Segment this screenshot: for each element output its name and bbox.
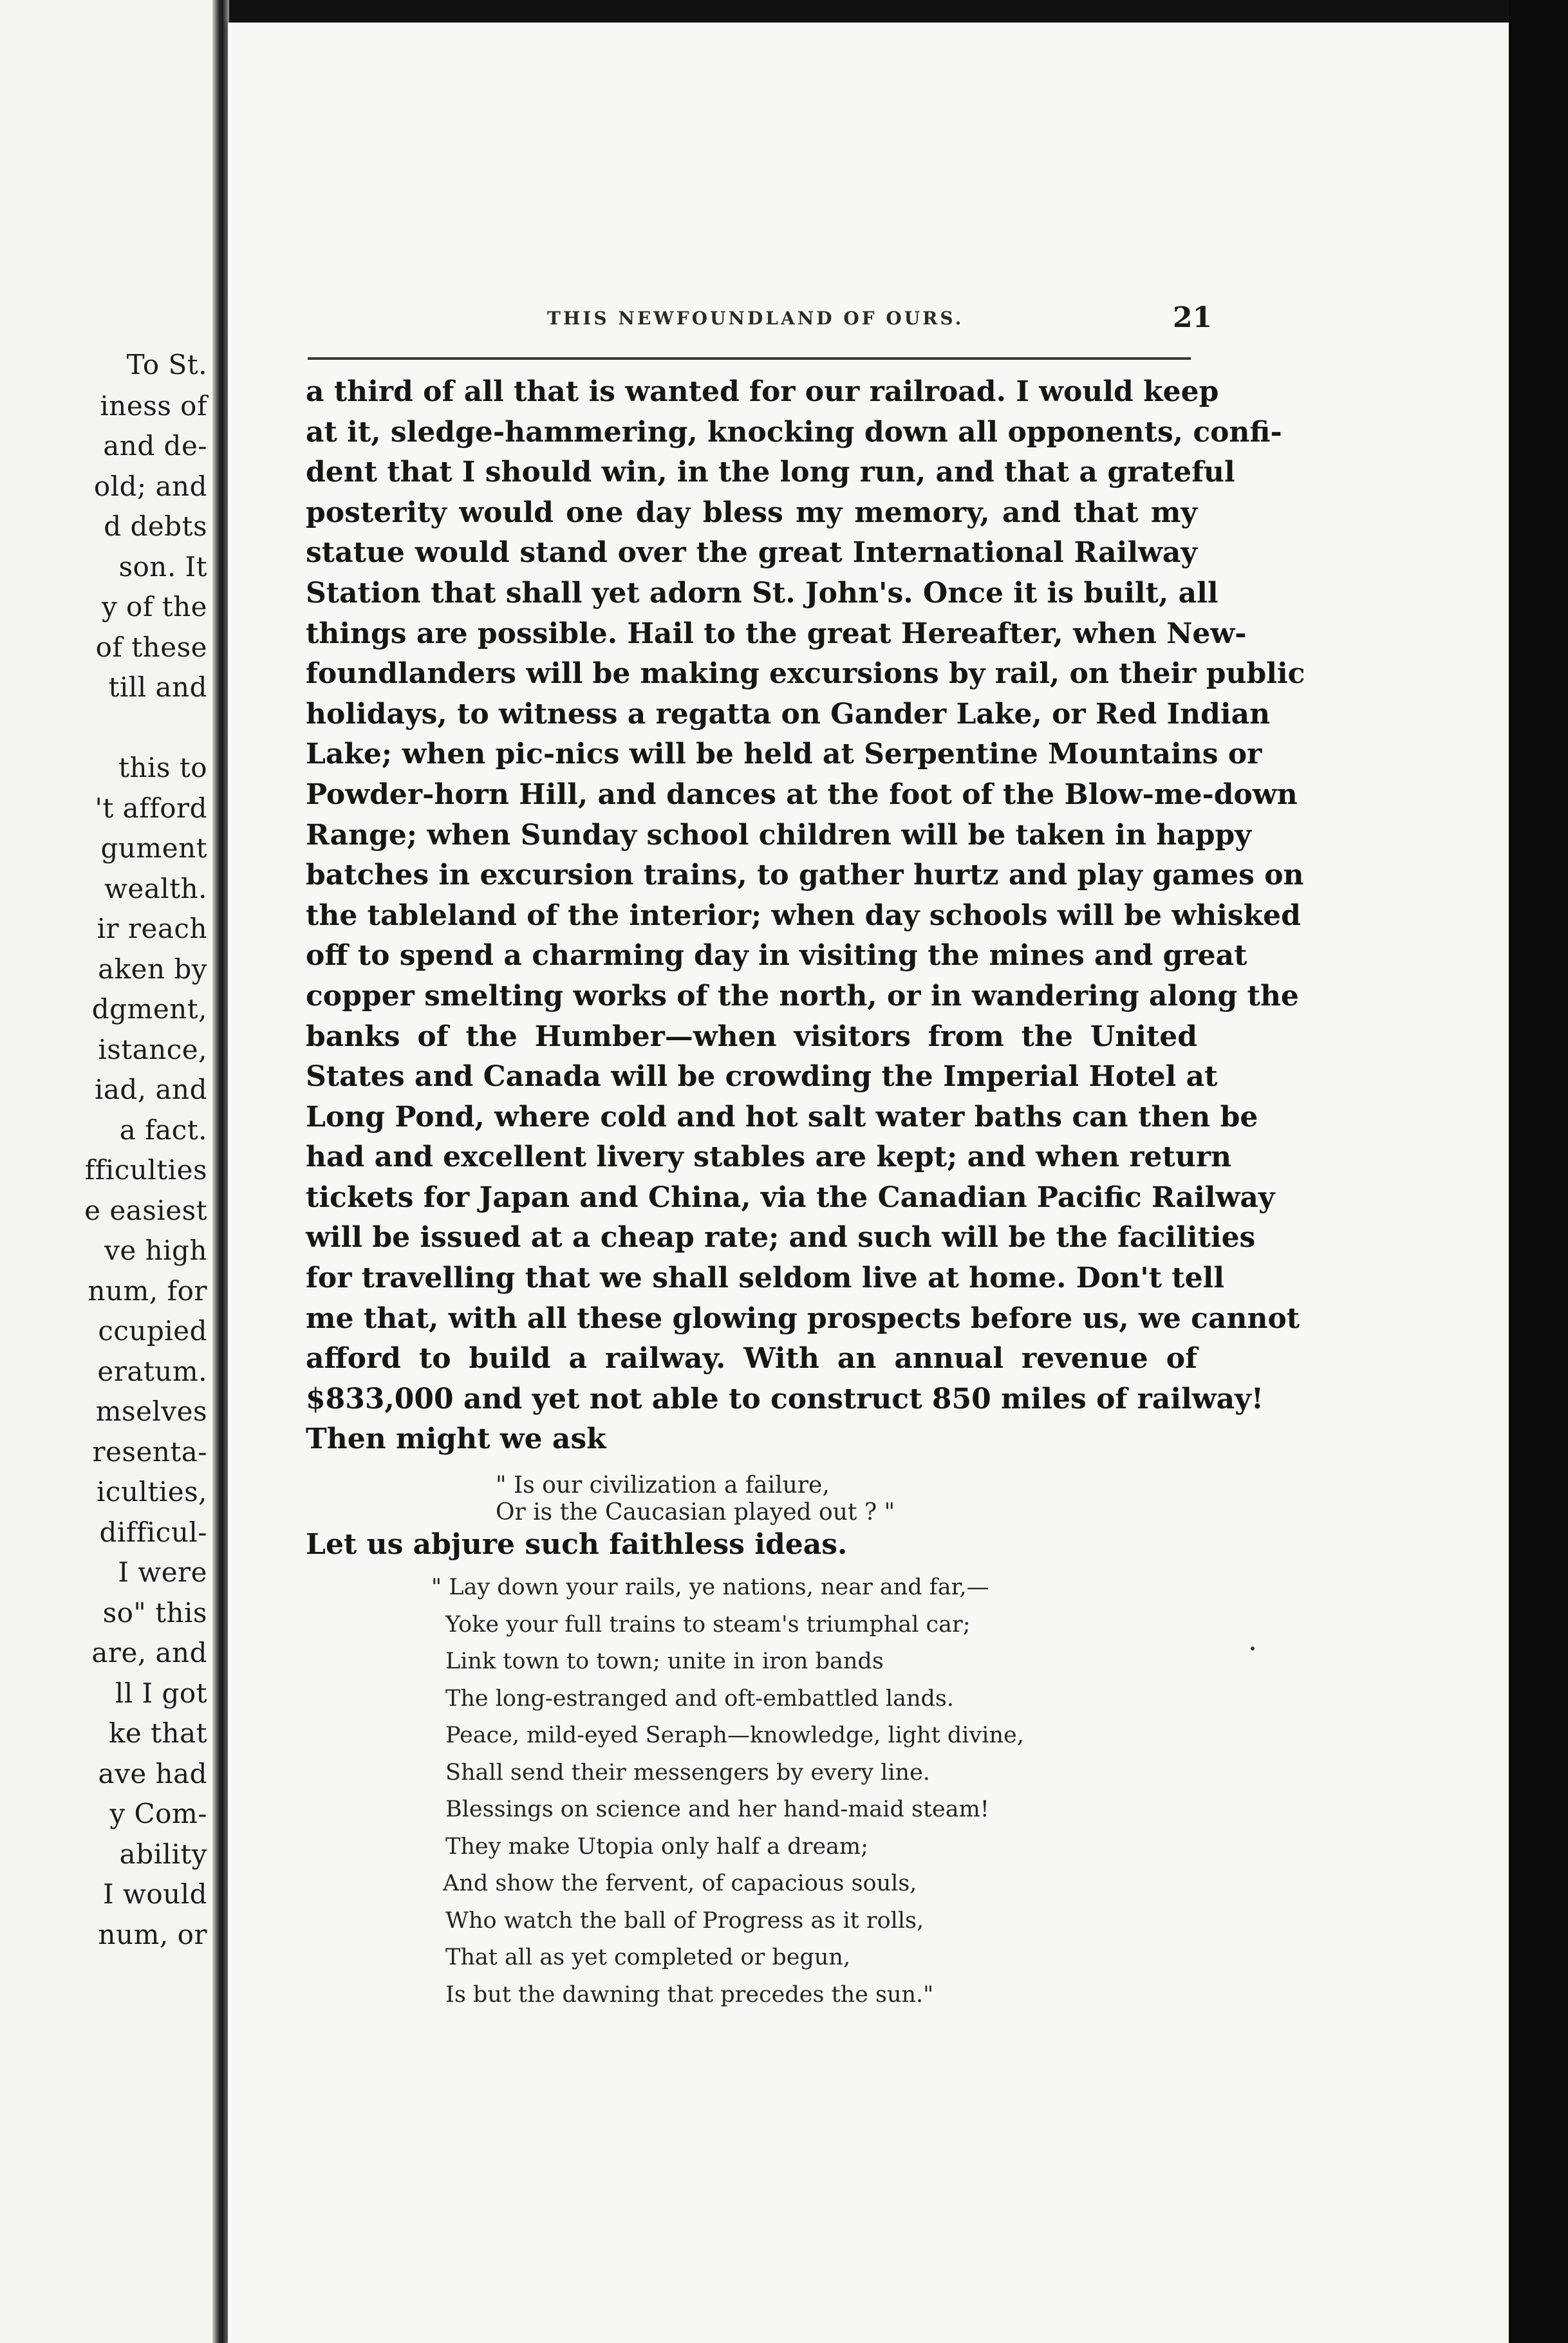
body-line: off to spend a charming day in visiting the mines and great (306, 939, 1247, 973)
header-rule (308, 357, 1191, 360)
body-line: had and excellent livery stables are kept; and when return (306, 1141, 1232, 1174)
poem-line: They make Utopia only half a dream; (445, 1833, 868, 1860)
left-page-line: ve high (104, 1235, 207, 1266)
poem-line: Who watch the ball of Progress as it rolls, (445, 1907, 924, 1934)
body-line: holidays, to witness a regatta on Gander Lake, or Red Indian (306, 697, 1271, 731)
body-line: afford to build a railway. With an annual revenue of (306, 1342, 1197, 1376)
body-paragraph (306, 372, 1305, 1460)
left-page-fragment (0, 0, 219, 2343)
left-page-line: To St. (126, 349, 207, 380)
body-line: Range; when Sunday school children will be taken in happy (306, 818, 1251, 852)
poem-line: Blessings on science and her hand-maid steam! (445, 1797, 989, 1822)
left-page-line: ir reach (97, 913, 207, 944)
left-page-line: iad, and (94, 1074, 207, 1105)
body-line: banks of the Humber—when visitors from the United (306, 1020, 1197, 1053)
poem-line: The long-estranged and oft-embattled lands. (445, 1685, 954, 1712)
poem-line: That all as yet completed or begun, (445, 1945, 851, 1970)
body-line: will be issued at a cheap rate; and such will be the facilities (306, 1221, 1256, 1255)
poem-line: " Lay down your rails, ye nations, near and far,— (431, 1574, 989, 1600)
poem-line: Is but the dawning that precedes the sun." (445, 1981, 934, 2008)
body-line: for travelling that we shall seldom live at home. Don't tell (306, 1262, 1225, 1295)
quote-line: " Is our civilization a failure, (496, 1472, 830, 1498)
left-page-line: iculties, (96, 1476, 207, 1508)
body-line: posterity would one day bless my memory, and that my (306, 496, 1197, 529)
left-page-line: y of the (101, 591, 207, 622)
left-page-line: 't afford (95, 792, 207, 824)
paper-speck (1251, 1647, 1255, 1650)
left-page-line: dgment, (91, 993, 207, 1025)
left-page-line: are, and (91, 1637, 207, 1668)
poem-line: Shall send their messengers by every line. (445, 1759, 930, 1786)
poem-line: Peace, mild-eyed Seraph—knowledge, light divine, (445, 1722, 1024, 1748)
left-page-line: istance, (98, 1034, 207, 1065)
left-page-line: this to (118, 752, 207, 783)
body-line: Lake; when pic-nics will be held at Serpentine Mountains or (306, 738, 1262, 771)
quote-line: Or is the Caucasian played out ? " (496, 1499, 895, 1526)
poem-quotation (431, 1569, 1024, 2013)
left-page-line: ll I got (115, 1677, 207, 1709)
body-line: things are possible. Hail to the great Hereafter, when New- (306, 617, 1247, 650)
left-page-line: son. It (118, 551, 207, 583)
left-page-line: e easiest (84, 1195, 207, 1226)
left-page-line: ccupied (98, 1315, 207, 1347)
left-page-line: iness of (100, 390, 207, 422)
closing-sentence: Let us abjure such faithless ideas. (306, 1528, 848, 1561)
left-page-line: I were (118, 1556, 207, 1588)
scan-background-right (1509, 0, 1568, 2343)
left-page-line: a fact. (119, 1114, 207, 1146)
left-page-line: wealth. (104, 873, 207, 904)
left-page-line: num, for (88, 1275, 207, 1307)
left-page-line: eratum. (97, 1356, 207, 1387)
block-quote (496, 1473, 895, 1527)
left-page-line: mselves (95, 1396, 207, 1427)
left-page-line: y Com- (109, 1798, 207, 1829)
body-line: Station that shall yet adorn St. John's. Once it is built, all (306, 576, 1218, 610)
body-line: States and Canada will be crowding the Imperial Hotel at (306, 1060, 1218, 1094)
body-line: the tableland of the interior; when day schools will be whisked (306, 899, 1301, 932)
book-gutter (212, 0, 229, 2343)
left-page-line: ke that (108, 1717, 207, 1749)
left-page-line: and de- (103, 430, 207, 462)
body-line: Then might we ask (306, 1423, 606, 1456)
left-page-line: ave had (98, 1758, 207, 1789)
body-line: Powder-horn Hill, and dances at the foot of the Blow-me-down (306, 778, 1298, 811)
left-page-line: d debts (104, 510, 207, 542)
poem-line: Link town to town; unite in iron bands (445, 1648, 884, 1674)
left-page-line: old; and (93, 471, 207, 502)
left-page-line: so" this (102, 1597, 207, 1629)
left-page-line: till and (108, 671, 207, 703)
poem-line: And show the fervent, of capacious souls, (443, 1871, 917, 1896)
body-line: tickets for Japan and China, via the Canadian Pacific Railway (306, 1181, 1275, 1214)
left-page-line: num, or (98, 1919, 207, 1950)
body-line: at it, sledge-hammering, knocking down all opponents, confi- (306, 415, 1282, 449)
running-head: THIS NEWFOUNDLAND OF OURS. (547, 308, 964, 329)
body-line: dent that I should win, in the long run, and that a grateful (306, 456, 1235, 489)
left-page-line: difficul- (99, 1517, 207, 1548)
left-page-line: resenta- (92, 1436, 207, 1468)
left-page-line: gument (100, 832, 207, 864)
left-page-line: of these (95, 631, 207, 663)
left-page-line: ability (119, 1838, 207, 1870)
left-page-line: fficulties (84, 1154, 207, 1186)
body-line: me that, with all these glowing prospects before us, we cannot (306, 1302, 1300, 1335)
page-number: 21 (1173, 301, 1213, 334)
body-line: foundlanders will be making excursions by rail, on their public (306, 657, 1305, 691)
body-line: a third of all that is wanted for our railroad. I would keep (306, 375, 1219, 408)
poem-line: Yoke your full trains to steam's triumphal car; (445, 1611, 971, 1638)
body-line: $833,000 and yet not able to construct 850 miles of railway! (306, 1382, 1264, 1415)
body-line: statue would stand over the great International Railway (306, 536, 1197, 570)
body-line: batches in excursion trains, to gather hurtz and play games on (306, 859, 1304, 892)
left-page-line: I would (102, 1878, 207, 1910)
body-line: copper smelting works of the north, or in wandering along the (306, 979, 1299, 1013)
body-line: Long Pond, where cold and hot salt water baths can then be (306, 1100, 1258, 1134)
left-page-line: aken by (98, 953, 207, 985)
